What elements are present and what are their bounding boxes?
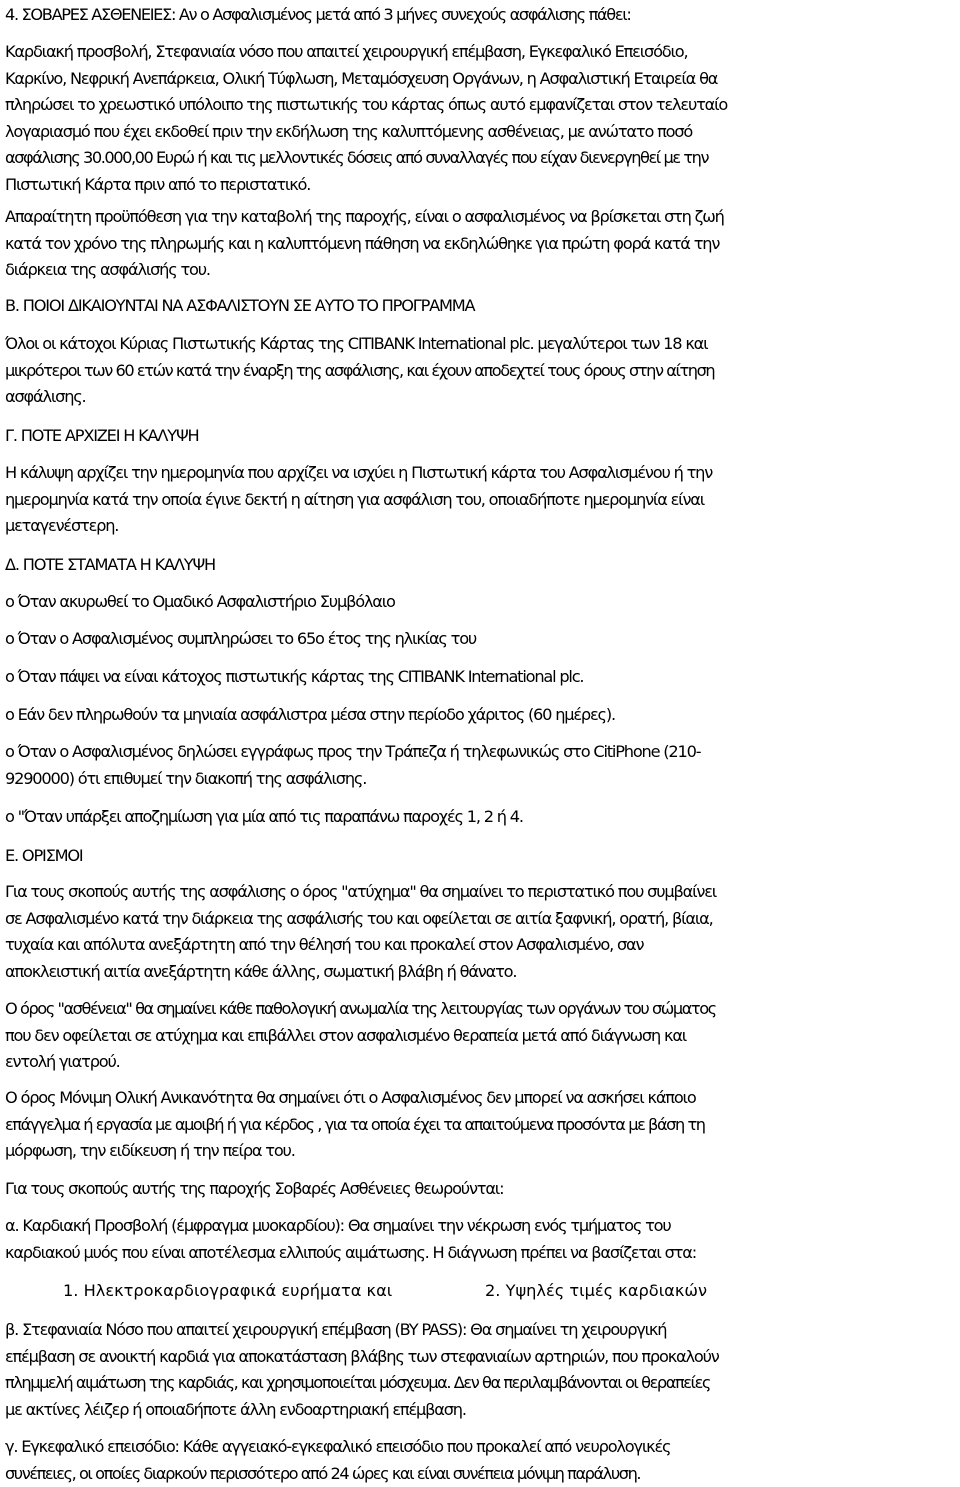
- list-item: o Όταν ακυρωθεί το Ομαδικό Ασφαλιστήριο Συμβόλαιο: [5, 592, 395, 611]
- text-line: που δεν οφείλεται σε ατύχημα και επιβάλλει στον ασφαλισμένο θεραπεία μετά από διάγνωση και: [5, 1025, 687, 1045]
- text-line: αποκλειστική αιτία ανεξάρτητη κάθε άλλης, σωματική βλάβη ή θάνατο.: [5, 961, 517, 981]
- text-line: λογαριασμό που έχει εκδοθεί πριν την εκδήλωση της καλυπτόμενης ασθένειας, με ανώτατο ποσό: [5, 121, 693, 141]
- text-line: Απαραίτητη προϋπόθεση για την καταβολή της παροχής, είναι ο ασφαλισμένος να βρίσκεται στη ζωή: [5, 207, 724, 226]
- text-line: τυχαία και απόλυτα ανεξάρτητη από την θέλησή του και προκαλεί στον Ασφαλισμένο, σαν: [5, 935, 644, 955]
- text-line: εντολή γιατρού.: [5, 1052, 120, 1072]
- serious-illness-intro: Για τους σκοπούς αυτής της παροχής Σοβαρές Ασθένειες θεωρούνται:: [5, 1179, 504, 1198]
- text-line: 9290000) ότι επιθυμεί την διακοπή της ασφάλισης.: [5, 768, 367, 788]
- text-line: επέμβαση σε ανοικτή καρδιά για αποκατάσταση βλάβης των στεφανιαίων αρτηριών, που προκαλούν: [5, 1346, 719, 1366]
- text-line: ασφάλισης 30.000,00 Ευρώ ή και τις μελλοντικές δόσεις από συναλλαγές που είχαν διενεργηθεί με την: [5, 148, 709, 168]
- definition-disability: [5, 1085, 957, 1165]
- text-line: διάρκεια της ασφάλισής του.: [5, 260, 210, 280]
- section-b-paragraph: [5, 331, 957, 411]
- section-d-title: Δ. ΠΟΤΕ ΣΤΑΜΑΤΑ Η ΚΑΛΥΨΗ: [5, 555, 215, 574]
- criteria-item: 2. Υψηλές τιμές καρδιακών: [485, 1281, 707, 1300]
- list-item: o Όταν πάψει να είναι κάτοχος πιστωτικής κάρτας της CITIBANK International plc.: [5, 667, 584, 686]
- list-item: o Όταν ο Ασφαλισμένος συμπληρώσει το 65ο έτος της ηλικίας του: [5, 629, 477, 648]
- text-line: πλημμελή αιμάτωση της καρδιάς, και χρησιμοποιείται μόσχευμα. Δεν θα περιλαμβάνονται οι θεραπείες: [5, 1373, 710, 1393]
- text-line: o Όταν ο Ασφαλισμένος δηλώσει εγγράφως προς την Τράπεζα ή τηλεφωνικώς στο CitiPhone (210-: [5, 742, 701, 761]
- text-line: μόρφωση, την ειδίκευση ή την πείρα του.: [5, 1141, 295, 1161]
- text-line: μεταγενέστερη.: [5, 516, 119, 536]
- list-item: o "Όταν υπάρξει αποζημίωση για μία από τις παραπάνω παροχές 1, 2 ή 4.: [5, 807, 523, 826]
- section-e-title: Ε. ΟΡΙΣΜΟΙ: [5, 846, 83, 865]
- text-line: α. Καρδιακή Προσβολή (έμφραγμα μυοκαρδίου): Θα σημαίνει την νέκρωση ενός τμήματος του: [5, 1216, 671, 1235]
- list-item: [5, 739, 957, 792]
- text-line: Ο όρος "ασθένεια" θα σημαίνει κάθε παθολογική ανωμαλία της λειτουργίας των οργάνων του σώματος: [5, 999, 716, 1018]
- text-line: β. Στεφανιαία Νόσο που απαιτεί χειρουργική επέμβαση (BY PASS): Θα σημαίνει τη χειρουργική: [5, 1320, 667, 1339]
- definition-heart-attack: [5, 1213, 957, 1266]
- text-line: καρδιακού μυός που είναι αποτέλεσμα ελλιπούς αιμάτωσης. Η διάγνωση πρέπει να βασίζεται στα:: [5, 1242, 696, 1262]
- text-line: Ο όρος Μόνιμη Ολική Ανικανότητα θα σημαίνει ότι ο Ασφαλισμένος δεν μπορεί να ασκήσει κάποιο: [5, 1088, 696, 1107]
- text-line: με ακτίνες λέιζερ ή οποιαδήποτε άλλη ενδοαρτηριακή επέμβαση.: [5, 1399, 466, 1419]
- text-line: Καρδιακή προσβολή, Στεφανιαία νόσο που απαιτεί χειρουργική επέμβαση, Εγκεφαλικό Επεισόδιο,: [5, 42, 688, 61]
- section-g-title: Γ. ΠΟΤΕ ΑΡΧΙΖΕΙ Η ΚΑΛΥΨΗ: [5, 426, 199, 445]
- text-line: κατά τον χρόνο της πληρωμής και η καλυπτόμενη πάθηση να εκδηλώθηκε για πρώτη φορά κατά την: [5, 233, 720, 253]
- text-line: ασφάλισης.: [5, 387, 86, 407]
- definition-illness: [5, 996, 957, 1076]
- text-line: Πιστωτική Κάρτα πριν από το περιστατικό.: [5, 174, 311, 194]
- definition-stroke: [5, 1434, 957, 1487]
- text-line: Καρκίνο, Νεφρική Ανεπάρκεια, Ολική Τύφλωση, Μεταμόσχευση Οργάνων, η Ασφαλιστική Εταιρεία θα: [5, 68, 718, 88]
- text-line: πληρώσει το χρεωστικό υπόλοιπο της πιστωτικής του κάρτας όπως αυτό εμφανίζεται στον τελευταίο: [5, 95, 728, 115]
- text-line: γ. Εγκεφαλικό επεισόδιο: Κάθε αγγειακό-εγκεφαλικό επεισόδιο που προκαλεί από νευρολογικές: [5, 1437, 671, 1456]
- definition-accident: [5, 879, 957, 985]
- section-4-condition: [5, 204, 957, 284]
- text-line: μικρότεροι των 60 ετών κατά την έναρξη της ασφάλισης, και έχουν αποδεχτεί τους όρους στην αίτηση: [5, 360, 715, 380]
- text-line: ημερομηνία κατά την οποία έγινε δεκτή η αίτηση για ασφάλιση του, οποιαδήποτε ημερομηνία είναι: [5, 489, 705, 509]
- section-g-paragraph: [5, 460, 957, 540]
- criteria-item: 1. Ηλεκτροκαρδιογραφικά ευρήματα και: [63, 1281, 393, 1300]
- text-line: συνέπειες, οι οποίες διαρκούν περισσότερο από 24 ώρες και είναι συνέπεια μόνιμη παράλυση.: [5, 1463, 641, 1483]
- text-line: Όλοι οι κάτοχοι Κύριας Πιστωτικής Κάρτας της CITIBANK International plc. μεγαλύτεροι των 18 και: [5, 334, 708, 353]
- text-line: σε Ασφαλισμένο κατά την διάρκεια της ασφάλισής του και οφείλεται σε αιτία ξαφνική, ορατή, βίαια,: [5, 908, 713, 928]
- text-line: Η κάλυψη αρχίζει την ημερομηνία που αρχίζει να ισχύει η Πιστωτική κάρτα του Ασφαλισμένου ή την: [5, 463, 713, 482]
- definition-bypass: [5, 1317, 957, 1423]
- section-4-paragraph: [5, 39, 957, 199]
- list-item: o Εάν δεν πληρωθούν τα μηνιαία ασφάλιστρα μέσα στην περίοδο χάριτος (60 ημέρες).: [5, 705, 615, 724]
- section-4-title: 4. ΣΟΒΑΡΕΣ ΑΣΘΕΝΕΙΕΣ: Αν ο Ασφαλισμένος μετά από 3 μήνες συνεχούς ασφάλισης πάθει:: [5, 5, 631, 24]
- text-line: Για τους σκοπούς αυτής της ασφάλισης ο όρος "ατύχημα" θα σημαίνει το περιστατικό που συμβαίνει: [5, 882, 717, 901]
- text-line: επάγγελμα ή εργασία με αμοιβή ή για κέρδος , για τα οποία έχει τα απαιτούμενα προσόντα με βάση τη: [5, 1114, 705, 1134]
- section-b-title: Β. ΠΟΙΟΙ ΔΙΚΑΙΟΥΝΤΑΙ ΝΑ ΑΣΦΑΛΙΣΤΟΥΝ ΣΕ ΑΥΤΟ ΤΟ ΠΡΟΓΡΑΜΜΑ: [5, 296, 475, 315]
- diagnosis-criteria: [5, 1278, 957, 1305]
